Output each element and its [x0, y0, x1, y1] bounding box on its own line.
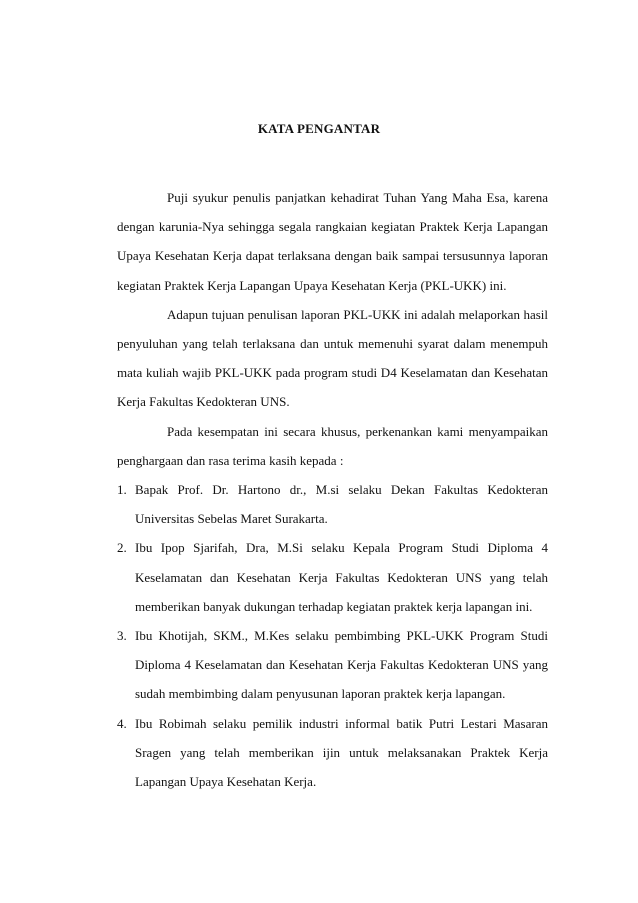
- list-item-number: 3.: [117, 628, 127, 644]
- list-item: [117, 709, 548, 797]
- list-item-number: 1.: [117, 482, 127, 498]
- acknowledgement-list: [117, 475, 548, 796]
- list-item-text: Ibu Khotijah, SKM., M.Kes selaku pembimbing PKL-UKK Program Studi Diploma 4 Keselamatan dan Kesehatan Kerja Fakultas Kedokteran UNS yang sudah membimbing dalam penyusunan laporan praktek kerja lapangan.: [135, 628, 548, 702]
- list-item-text: Ibu Robimah selaku pemilik industri informal batik Putri Lestari Masaran Sragen yang telah memberikan ijin untuk melaksanakan Praktek Kerja Lapangan Upaya Kesehatan Kerja.: [135, 715, 548, 790]
- list-item-number: 4.: [117, 715, 127, 731]
- list-item-text: Bapak Prof. Dr. Hartono dr., M.si selaku Dekan Fakultas Kedokteran Universitas Sebelas Maret Surakarta.: [135, 482, 548, 527]
- page-title: KATA PENGANTAR: [257, 121, 381, 136]
- document-body: [117, 183, 548, 796]
- paragraph-2: Adapun tujuan penulisan laporan PKL-UKK ini adalah melaporkan hasil penyuluhan yang telah terlaksana dan untuk memenuhi syarat dalam menempuh mata kuliah wajib PKL-UKK pada program studi D4 Keselamatan dan Kesehatan Kerja Fakultas Kedokteran UNS.: [117, 306, 548, 410]
- paragraph-1: Puji syukur penulis panjatkan kehadirat Tuhan Yang Maha Esa, karena dengan karunia-Nya sehingga segala rangkaian kegiatan Praktek Kerja Lapangan Upaya Kesehatan Kerja dapat terlaksana dengan baik sampai tersusunnya laporan kegiatan Praktek Kerja Lapangan Upaya Kesehatan Kerja (PKL-UKK) ini.: [117, 190, 548, 293]
- list-item: [117, 533, 548, 621]
- list-item-number: 2.: [117, 540, 127, 556]
- list-item-text: Ibu Ipop Sjarifah, Dra, M.Si selaku Kepala Program Studi Diploma 4 Keselamatan dan Kesehatan Kerja Fakultas Kedokteran UNS yang telah memberikan banyak dukungan terhadap kegiatan praktek kerja lapangan ini.: [135, 540, 548, 614]
- paragraph-3: Pada kesempatan ini secara khusus, perkenankan kami menyampaikan penghargaan dan rasa terima kasih kepada :: [117, 423, 548, 468]
- list-item: [117, 475, 548, 533]
- list-item: [117, 621, 548, 709]
